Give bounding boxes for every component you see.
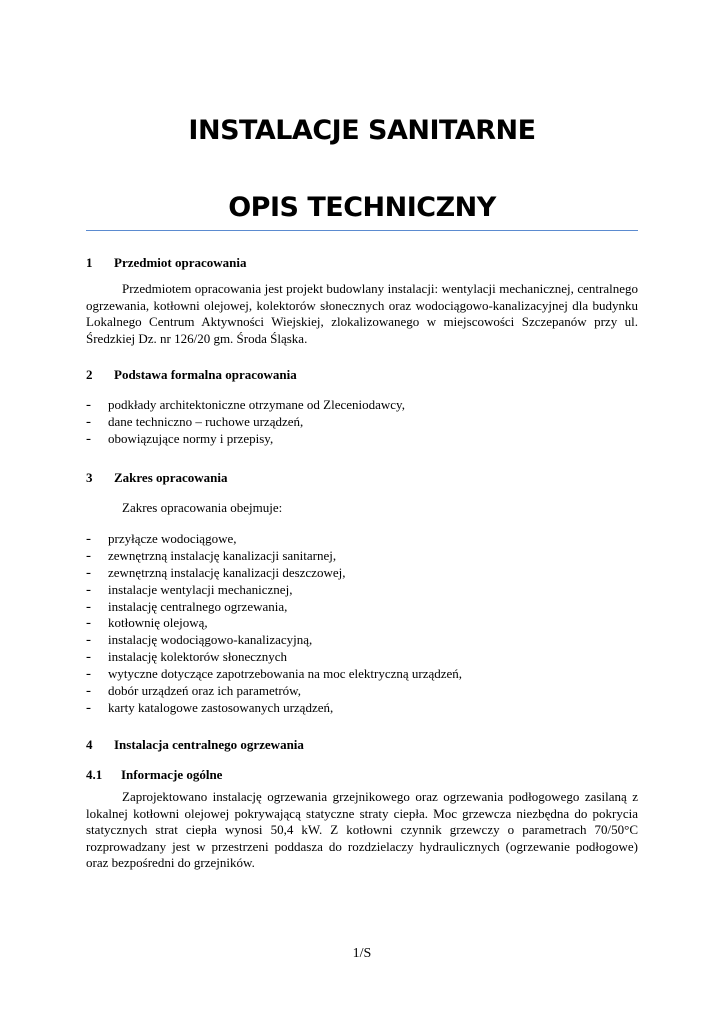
page-number: 1/S [352,946,372,961]
list-dash: - [86,564,91,581]
title-divider [86,230,638,231]
section-title: Podstawa formalna opracowania [114,367,297,382]
list-dash: - [86,413,91,430]
document-title: INSTALACJE SANITARNE [188,115,536,146]
list-item: - karty katalogowe zastosowanych urządzeń, [86,699,334,716]
list-dash: - [86,649,91,666]
section-1-paragraph: Przedmiotem opracowania jest projekt budowlany instalacji: wentylacji mechanicznej, centralnego ogrzewania, kotłowni olejowej, kolektorów słonecznych oraz wodociągowo-kanalizacyjnej dla budynku Lokalnego Centrum Aktywności Wiejskiej, zlokalizowanego w miejscowości Szczepanów przy ul. Średzkiej Dz. nr 126/20 gm. Środa Śląska. [86,281,638,346]
list-item: - instalację centralnego ogrzewania, [86,598,288,615]
list-dash: - [86,531,91,547]
list-dash: - [86,581,91,598]
section-2-heading [86,367,297,383]
list-dash: - [86,430,91,447]
section-2-list [86,397,646,448]
list-dash: - [86,547,91,564]
list-item: - instalację kolektorów słonecznych [86,649,288,666]
list-item: - podkłady architektoniczne otrzymane od Zleceniodawcy, [86,397,405,413]
list-item: - instalację wodociągowo-kanalizacyjną, [86,632,313,649]
subsection-number: 4.1 [86,767,103,782]
list-dash: - [86,666,91,683]
section-number: 4 [86,737,93,752]
subsection-title: Informacje ogólne [121,767,223,782]
section-1-heading [86,255,247,271]
list-item: - obowiązujące normy i przepisy, [86,430,274,447]
list-dash: - [86,683,91,700]
subsection-4-1-paragraph: Zaprojektowano instalację ogrzewania grzejnikowego oraz ogrzewania podłogowego zasilaną z lokalnej kotłowni olejowej pokrywającą statyczne straty ciepła. Moc grzewcza niezbędna do pokrycia statycznych strat ciepła wynosi 50,4 kW. Z kotłowni czynnik grzewczy o parametrach 70/50°C rozprowadzany jest w przestrzeni poddasza do rozdzielaczy hydraulicznych (ogrzewanie podłogowe) oraz bezpośredni do grzejników. [86,789,638,870]
section-title: Przedmiot opracowania [114,255,247,270]
list-dash: - [86,598,91,615]
list-item: - dobór urządzeń oraz ich parametrów, [86,683,301,700]
list-item: - dane techniczno – ruchowe urządzeń, [86,413,304,430]
list-dash: - [86,632,91,649]
section-title: Instalacja centralnego ogrzewania [114,737,304,752]
section-3-intro: Zakres opracowania obejmuje: [122,500,283,515]
list-item: - kotłownię olejową, [86,615,208,632]
section-3-heading [86,470,228,486]
list-dash: - [86,397,91,413]
subsection-4-1-heading [86,767,222,783]
list-dash: - [86,615,91,632]
section-3-list [86,531,646,717]
list-item: - instalacje wentylacji mechanicznej, [86,581,293,598]
section-4-heading [86,737,304,753]
list-item: - wytyczne dotyczące zapotrzebowania na moc elektryczną urządzeń, [86,666,463,683]
section-number: 2 [86,367,93,382]
list-item: - zewnętrzną instalację kanalizacji sanitarnej, [86,547,337,564]
section-number: 1 [86,255,93,270]
list-item: - zewnętrzną instalację kanalizacji deszczowej, [86,564,346,581]
list-item: - przyłącze wodociągowe, [86,531,237,547]
document-subtitle: OPIS TECHNICZNY [228,192,496,223]
section-number: 3 [86,470,93,485]
list-dash: - [86,699,91,716]
section-title: Zakres opracowania [114,470,228,485]
